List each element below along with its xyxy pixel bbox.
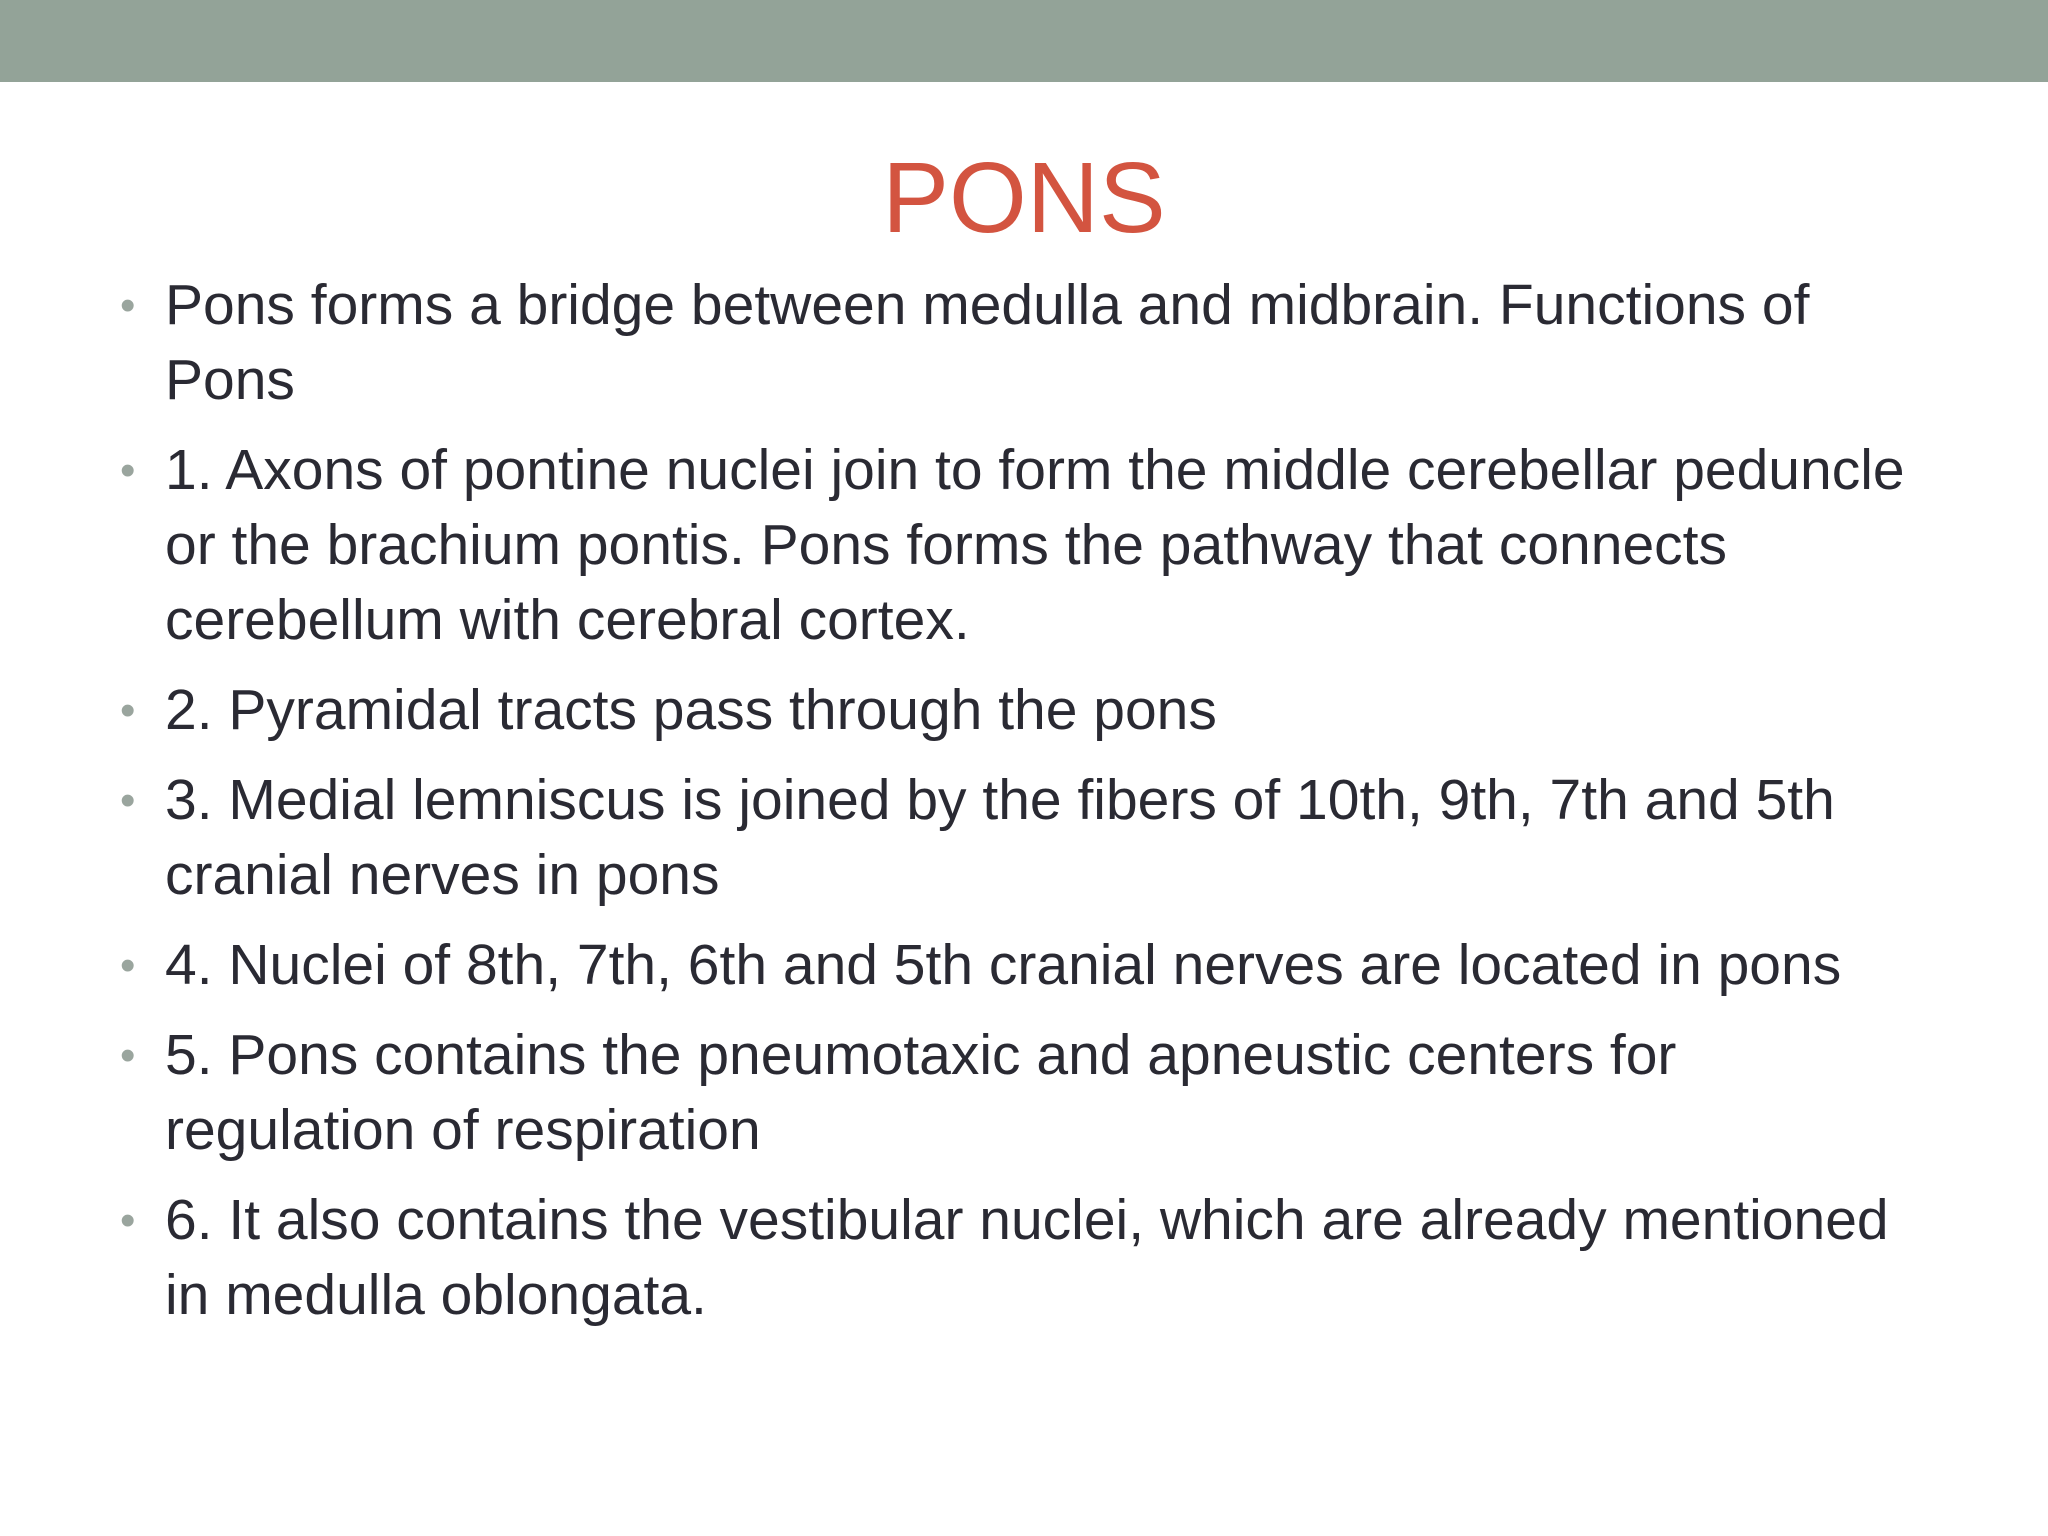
bullet-dot-icon: •	[120, 941, 136, 990]
bullet-item	[120, 1018, 1920, 1168]
bullet-dot-icon: •	[120, 1196, 136, 1245]
top-band	[0, 0, 2048, 82]
bullet-text: 6. It also contains the vestibular nuclei, which are already mentioned in medulla oblongata.	[165, 1188, 1889, 1327]
bullet-dot-icon: •	[120, 686, 136, 735]
bullet-dot-icon: •	[120, 776, 136, 825]
bullet-text: 3. Medial lemniscus is joined by the fibers of 10th, 9th, 7th and 5th cranial nerves in pons	[165, 768, 1835, 907]
bullet-text: 2. Pyramidal tracts pass through the pons	[165, 678, 1217, 742]
bullet-item	[120, 673, 1920, 748]
bullet-dot-icon: •	[120, 1031, 136, 1080]
bullet-text: 1. Axons of pontine nuclei join to form the middle cerebellar peduncle or the brachium pontis. Pons forms the pathway that connects cerebellum with cerebral cortex.	[165, 438, 1905, 652]
bullet-text: 5. Pons contains the pneumotaxic and apneustic centers for regulation of respiration	[165, 1023, 1677, 1162]
bullet-item	[120, 763, 1920, 913]
slide-title: PONS	[882, 142, 1166, 254]
bullet-text: 4. Nuclei of 8th, 7th, 6th and 5th cranial nerves are located in pons	[165, 933, 1842, 997]
bullet-dot-icon: •	[120, 446, 136, 495]
bullet-text: Pons forms a bridge between medulla and midbrain. Functions of Pons	[165, 273, 1810, 412]
bullet-dot-icon: •	[120, 281, 136, 330]
bullet-list	[120, 268, 1920, 1348]
bullet-item	[120, 268, 1920, 418]
bullet-item	[120, 1183, 1920, 1333]
bullet-item	[120, 928, 1920, 1003]
bullet-item	[120, 433, 1920, 658]
